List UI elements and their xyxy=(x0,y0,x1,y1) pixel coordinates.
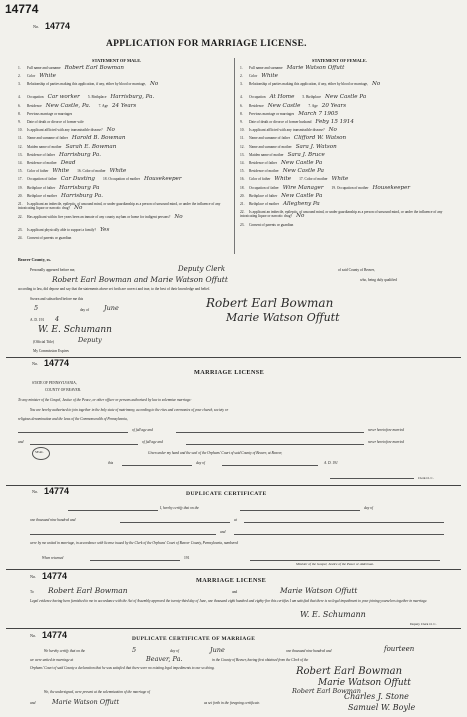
male-row-value: White xyxy=(39,73,56,80)
male-heading: STATEMENT OF MALE. xyxy=(92,58,142,63)
affidavit-names: Robert Earl Bowman and Marie Watson Offutt xyxy=(52,275,228,284)
license-day-of: day of xyxy=(196,461,205,465)
dup-marriage-l1b: day of xyxy=(170,649,179,653)
female-row-label: Occupation xyxy=(249,95,266,100)
female-row-label: Name and surname of mother xyxy=(249,144,292,149)
male-row-extra-label: 5. Birthplace xyxy=(87,95,107,100)
female-row-number: 15. xyxy=(240,169,245,174)
female-row xyxy=(240,194,456,198)
male-row xyxy=(18,236,230,240)
seal-label: SEAL xyxy=(35,450,44,454)
female-row-value: Marie Watson Offutt xyxy=(286,65,345,71)
affidavit-qualified: who, being duly qualified xyxy=(360,278,397,282)
male-row-value: Robert Earl Bowman xyxy=(64,65,124,71)
male-row-number: 1. xyxy=(18,66,21,70)
male-row-label: Is applicant afflicted with any transmissible disease? xyxy=(27,128,103,133)
male-row xyxy=(18,136,230,140)
female-row-extra-value: New Castle Pa xyxy=(324,94,367,101)
female-row-label: Birthplace of father xyxy=(249,193,278,198)
female-row-label: Date of death or divorce of former husband xyxy=(249,120,312,124)
sworn-day-of: day of xyxy=(80,308,90,312)
groom-signature: Robert Earl Bowman xyxy=(206,296,334,310)
female-row-number: 2. xyxy=(240,74,243,79)
female-row xyxy=(240,145,456,149)
fill-line xyxy=(234,534,444,535)
male-row-label: Full name and surname xyxy=(27,66,61,70)
male-row-number: 10. xyxy=(18,128,23,133)
license-this: this xyxy=(108,461,114,465)
female-row-value: No xyxy=(372,81,381,88)
dup-marriage-l3: Orphans' Court of said County a declaration that he was satisfied that there were no existing legal impediments to our so doing. xyxy=(30,666,215,670)
female-row-value: Feby 15 1914 xyxy=(315,119,354,125)
male-row-label: Consent of parents or guardian xyxy=(27,236,72,241)
male-row-value: Dead xyxy=(60,160,76,166)
male-row-label: Birthplace of mother xyxy=(27,193,57,198)
female-row-value: Sara J. Watson xyxy=(295,143,337,150)
witness-1-signature: Charles J. Stone xyxy=(344,692,409,701)
fill-line xyxy=(68,510,158,511)
female-row-value: At Home xyxy=(269,94,295,101)
female-row xyxy=(240,74,456,78)
female-row-number: 23. xyxy=(240,223,245,228)
witness-line: We, the undersigned, were present at the solemnization of the marriage of xyxy=(44,690,150,694)
female-row-number: 22. xyxy=(240,210,245,215)
dup-marriage-l2b: in the County of Beaver, having first obtained from the Clerk of the xyxy=(212,658,309,662)
affidavit-county: Beaver County, ss. xyxy=(18,257,51,262)
female-row-extra-value: White xyxy=(331,176,349,183)
fill-line xyxy=(186,444,364,445)
male-row-label: Residence of mother xyxy=(27,161,57,165)
female-row-label: Relationship of parties making this application, if any, either by blood or marriage, xyxy=(249,82,369,87)
duplicate-number-label: No. xyxy=(32,489,39,494)
fill-line xyxy=(122,465,192,466)
sworn-label: Sworn and subscribed before me this xyxy=(30,297,84,301)
female-row-value: White xyxy=(261,73,278,80)
male-row-number: 6. xyxy=(18,103,21,108)
fill-line xyxy=(250,560,440,561)
male-row xyxy=(18,215,230,219)
license-number-label: No. xyxy=(32,361,39,366)
male-row-number: 20. xyxy=(18,193,23,198)
female-row-value: No xyxy=(328,127,337,134)
top-serial-number: 14774 xyxy=(5,2,39,16)
fill-line xyxy=(90,560,180,561)
female-row-number: 4. xyxy=(240,95,243,100)
affidavit-appeared: Personally appeared before me, xyxy=(30,268,76,272)
male-row-label: Birthplace of father xyxy=(27,185,56,190)
male-row-label: Color xyxy=(27,74,36,79)
male-row-value: Harrisburg Pa xyxy=(59,184,100,191)
male-row xyxy=(18,82,230,86)
male-row xyxy=(18,202,230,210)
male-row-number: 24. xyxy=(18,236,23,241)
never-married-2: never heretofore married xyxy=(368,440,405,444)
license-title: MARRIAGE LICENSE xyxy=(194,369,265,376)
female-row-number: 8. xyxy=(240,111,243,116)
male-row xyxy=(18,112,230,116)
male-row-extra-label: 16. Color of mother xyxy=(77,169,106,174)
dup-marriage-place: Beaver, Pa. xyxy=(146,655,183,663)
female-row-label: Color xyxy=(249,74,258,79)
female-row-value: March 7 1905 xyxy=(298,110,339,117)
duplicate-l4: were by me united in marriage, in accordance with license issued by the Clerk of the Orphans' Court of Beaver County, Pennsylvania, numbered xyxy=(30,541,239,545)
dup-marriage-l1c: one thousand nine hundred and xyxy=(286,649,332,653)
female-row xyxy=(240,82,456,86)
witness-end: as set forth in the foregoing certificate. xyxy=(204,701,261,705)
female-row-label: Name and surname of father xyxy=(249,136,290,141)
female-row-label: Full name and surname xyxy=(249,66,283,70)
female-row-value: Clifford W. Watson xyxy=(293,135,347,142)
female-row-value: No xyxy=(296,213,305,220)
sworn-month: June xyxy=(104,304,119,312)
male-row xyxy=(18,228,230,232)
dup-marriage-l2: we were united in marriage at xyxy=(30,658,74,662)
license-county: COUNTY OF BEAVER. xyxy=(45,388,82,392)
female-row-value: White xyxy=(274,176,292,183)
duplicate-l1b: day of xyxy=(364,506,373,510)
license2-to: To xyxy=(30,590,34,594)
male-row-number: 21. xyxy=(18,202,23,206)
duplicate-returned: When returned xyxy=(42,556,64,560)
dup-bride-signature: Marie Watson Offutt xyxy=(318,678,411,688)
license-and: and xyxy=(18,440,24,444)
female-row-extra-value: Housekeeper xyxy=(372,184,411,191)
affidavit-officer: Deputy Clerk xyxy=(178,265,226,273)
witness-groom: Robert Earl Bowman xyxy=(292,687,361,695)
duplicate-title: DUPLICATE CERTIFICATE xyxy=(186,491,267,497)
male-row-extra-value: 24 Years xyxy=(111,102,137,109)
male-row-number: 14. xyxy=(18,161,23,165)
male-row-value: Sarah E. Bowman xyxy=(65,143,117,150)
male-row-value: No xyxy=(74,205,83,212)
male-row xyxy=(18,169,230,173)
fill-line xyxy=(222,465,318,466)
application-title: APPLICATION FOR MARRIAGE LICENSE. xyxy=(106,39,307,49)
male-row xyxy=(18,128,230,132)
female-row-number: 13. xyxy=(240,152,245,157)
female-row-number: 12. xyxy=(240,144,245,149)
female-row xyxy=(240,120,456,124)
male-row-number: 8. xyxy=(18,111,21,116)
female-row xyxy=(240,66,456,70)
license2-number-label: No. xyxy=(30,574,37,579)
female-row-extra-label: 7. Age xyxy=(308,103,318,108)
never-married-1: never heretofore married xyxy=(368,428,405,432)
license-given: Given under my hand and the seal of the Orphans' Court of said County of Beaver, at Beaver, xyxy=(148,451,283,455)
male-row-number: 2. xyxy=(18,74,21,79)
female-row-number: 14. xyxy=(240,161,245,165)
fill-line xyxy=(240,510,360,511)
fill-line xyxy=(244,522,444,523)
male-row-value: Harrisburg Pa. xyxy=(58,151,102,158)
female-heading: STATEMENT OF FEMALE. xyxy=(312,58,367,63)
female-row-label: Residence of father xyxy=(249,161,277,165)
divider xyxy=(6,569,461,570)
column-divider xyxy=(234,58,235,254)
male-row-extra-label: 18. Occupation of mother xyxy=(103,177,140,182)
female-row xyxy=(240,186,456,190)
dup-groom-signature: Robert Earl Bowman xyxy=(296,666,403,677)
female-row-number: 16. xyxy=(240,177,245,182)
duplicate-l1: I, hereby certify that on the xyxy=(160,506,199,510)
female-row-value: Allegheny Pa xyxy=(282,201,320,207)
female-row xyxy=(240,153,456,157)
duplicate-returned-year: 191 xyxy=(184,556,190,560)
fill-line xyxy=(330,478,414,479)
female-row-value: Sara J. Bruce xyxy=(287,151,325,158)
affidavit-county-of: of said County of Beaver, xyxy=(338,268,375,272)
commission-expires: My Commission Expires xyxy=(33,349,69,353)
female-row-label: Is applicant afflicted with any transmissible disease? xyxy=(249,128,325,133)
male-row-label: Maiden name of mother xyxy=(27,144,62,149)
female-row-label: Residence xyxy=(249,103,264,108)
dup-marriage-number-label: No. xyxy=(30,633,37,638)
female-row xyxy=(240,210,456,218)
female-row-number: 11. xyxy=(240,136,245,141)
sworn-year: 4 xyxy=(55,315,60,323)
female-row-label: Maiden name of mother xyxy=(249,152,284,157)
male-row-label: Relationship of parties making this application, if any, either by blood or marriage, xyxy=(27,82,147,87)
official-title: Deputy xyxy=(78,336,102,344)
male-row-extra-value: Housekeeper xyxy=(143,176,182,183)
witness-bride: Marie Watson Offutt xyxy=(52,698,120,706)
male-row-label: Previous marriage or marriages xyxy=(27,111,73,116)
female-row-number: 9. xyxy=(240,120,243,124)
witness-and: and xyxy=(30,701,36,705)
license-line1: To any minister of the Gospel, Justice of the Peace, or other officer or persons authorized by law to solemnize marriage: xyxy=(18,398,192,402)
male-row xyxy=(18,177,230,181)
female-row-label: Color of father xyxy=(249,177,271,182)
fill-line xyxy=(30,534,216,535)
female-row-extra-value: 20 Years xyxy=(321,102,347,109)
female-row-label: Previous marriage or marriages xyxy=(249,111,295,116)
license2-clerk-signature: W. E. Schumann xyxy=(300,610,366,619)
license2-and: and xyxy=(232,590,238,594)
male-row xyxy=(18,74,230,78)
male-row-extra-value: White xyxy=(109,168,127,175)
male-row-label: Date of death or divorce of former wife xyxy=(27,120,84,124)
dup-marriage-day: 5 xyxy=(132,646,137,654)
male-row-label: Name and surname of father xyxy=(27,136,68,141)
male-row-number: 11. xyxy=(18,136,23,141)
male-row xyxy=(18,66,230,70)
male-row xyxy=(18,145,230,149)
license2-number: 14774 xyxy=(42,571,68,581)
female-row-value: Wire Manager xyxy=(282,184,324,191)
male-row-number: 4. xyxy=(18,95,21,100)
male-row-value: No xyxy=(150,81,159,88)
male-row xyxy=(18,104,230,108)
license-line3: religious denomination and the laws of the Commonwealth of Pennsylvania, xyxy=(18,417,128,421)
female-row-number: 6. xyxy=(240,103,243,108)
male-row-number: 22. xyxy=(18,215,23,219)
divider xyxy=(6,357,461,358)
female-row-label: Occupation of father xyxy=(249,185,279,190)
fill-line xyxy=(120,522,230,523)
male-row-label: Occupation xyxy=(27,95,44,100)
male-row-value: Car Dusting xyxy=(60,176,95,183)
male-row-number: 23. xyxy=(18,228,23,232)
male-row-number: 3. xyxy=(18,82,21,87)
male-row-extra-value: Harrisburg, Pa. xyxy=(110,94,155,101)
female-row-value: New Castle xyxy=(267,102,301,109)
male-row-number: 13. xyxy=(18,152,23,157)
male-row-extra-label: 7. Age xyxy=(98,103,108,108)
male-row-label: Is applicant an imbecile, epileptic, of unsound mind, or under guardianship as a person of unsound mind, or under the influence of any intoxicating liquor or narcotic drug? xyxy=(18,202,221,211)
male-row-value: Car worker xyxy=(47,94,80,101)
license-clerk: Clerk O. C. xyxy=(418,476,434,480)
male-row-value: Harrisburg Pa. xyxy=(60,192,104,199)
duplicate-and: and xyxy=(220,530,226,534)
divider xyxy=(6,628,461,629)
application-number: 14774 xyxy=(45,21,71,31)
female-row-extra-label: 17. Color of mother xyxy=(299,177,328,182)
female-row-number: 3. xyxy=(240,82,243,87)
female-row-extra-label: 5. Birthplace xyxy=(302,95,321,100)
male-row-label: Is applicant physically able to support a family? xyxy=(27,228,96,232)
male-row-number: 12. xyxy=(18,144,23,149)
dup-marriage-l1: We hereby certify that on the xyxy=(44,649,86,653)
license2-legal: Legal evidence having been furnished to me in accordance with the Act of Assembly approved the twenty-third day of June, one thousand eight hundred and eighty-five this certifies I am satisfied that there is no legal impediment to your joining yourselves together in marriage. xyxy=(30,599,428,603)
female-row-number: 10. xyxy=(240,128,245,133)
male-row-number: 15. xyxy=(18,169,23,174)
license2-title: MARRIAGE LICENSE xyxy=(196,577,267,584)
duplicate-l2: one thousand nine hundred and xyxy=(30,518,76,522)
male-row-value: New Castle, Pa. xyxy=(45,102,91,109)
female-row xyxy=(240,128,456,132)
official-signature: W. E. Schumann xyxy=(38,325,112,335)
sworn-day: 5 xyxy=(34,304,39,312)
male-row xyxy=(18,95,230,99)
fill-line xyxy=(176,432,364,433)
male-row-value: No xyxy=(106,127,115,134)
male-row xyxy=(18,120,230,124)
application-number-label: No. xyxy=(33,24,40,29)
male-row-value: Yes xyxy=(99,227,110,233)
female-row-label: Consent of parents or guardian xyxy=(249,223,294,228)
divider xyxy=(6,485,461,486)
fill-line xyxy=(30,444,138,445)
affidavit-statement: according to law, did depose and say that the statements above set forth are correct and true, to the best of their knowledge and belief. xyxy=(18,287,211,291)
license-number: 14774 xyxy=(44,358,70,368)
female-row-value: New Castle Pa xyxy=(282,168,324,175)
female-row xyxy=(240,136,456,140)
dup-marriage-number: 14774 xyxy=(42,630,68,640)
sworn-year-prefix: A. D. 191 xyxy=(30,318,45,322)
bride-signature: Marie Watson Offutt xyxy=(226,311,340,324)
license2-bride: Marie Watson Offutt xyxy=(280,586,358,595)
male-row-number: 19. xyxy=(18,185,23,190)
female-row xyxy=(240,177,456,181)
license-state: STATE OF PENNSYLVANIA, xyxy=(32,381,77,385)
male-row xyxy=(18,153,230,157)
male-row xyxy=(18,194,230,198)
male-row-label: Residence xyxy=(27,103,42,108)
female-row-number: 1. xyxy=(240,66,243,70)
female-row xyxy=(240,223,456,227)
female-row-value: New Castle Pa xyxy=(281,192,323,199)
male-row xyxy=(18,161,230,165)
fill-line xyxy=(18,432,128,433)
male-row-number: 17. xyxy=(18,177,23,182)
female-row-label: Birthplace of mother xyxy=(249,202,279,206)
male-row-label: Color of father xyxy=(27,169,49,174)
duplicate-l2b: at xyxy=(234,518,237,522)
female-row-label: Is applicant an imbecile, epileptic, of unsound mind, or under guardianship as a person of unsound mind, or under the influence of any intoxicating liquor or narcotic drug? xyxy=(240,210,443,219)
female-row-extra-label: 19. Occupation of mother xyxy=(331,185,369,190)
male-row-label: Residence of father xyxy=(27,152,55,157)
license2-clerk: Deputy Clerk O. C. xyxy=(410,622,437,626)
witness-2-signature: Samuel W. Boyle xyxy=(348,703,416,712)
male-row xyxy=(18,186,230,190)
full-age-1: of full age and xyxy=(132,428,153,432)
license2-groom: Robert Earl Bowman xyxy=(48,586,128,595)
male-row-label: Occupation of father xyxy=(27,177,57,182)
dup-marriage-year: fourteen xyxy=(384,645,415,653)
female-row xyxy=(240,104,456,108)
official-title-label: (Official Title) xyxy=(33,340,54,344)
female-row xyxy=(240,161,456,165)
female-row-value: New Castle Pa xyxy=(280,160,323,166)
female-row-number: 21. xyxy=(240,202,245,206)
female-row-number: 20. xyxy=(240,193,245,198)
male-row-label: Has applicant within five years been an inmate of any county asylum or home for indigent persons? xyxy=(27,215,171,219)
female-row xyxy=(240,169,456,173)
dup-marriage-month: June xyxy=(210,646,225,654)
female-row xyxy=(240,112,456,116)
male-row-value: Harold B. Bowman xyxy=(71,135,126,142)
female-row xyxy=(240,95,456,99)
dup-marriage-title: DUPLICATE CERTIFICATE OF MARRIAGE xyxy=(132,636,256,642)
male-row-value: No xyxy=(174,214,183,220)
male-row-value: White xyxy=(52,168,70,175)
license-line2: You are hereby authorized to join together in the holy state of matrimony, according to the rites and ceremonies of your church, society or xyxy=(30,408,229,412)
officiant-title: Minister of the Gospel, Justice of the Peace or Alderman. xyxy=(296,562,374,566)
male-row-number: 9. xyxy=(18,120,21,124)
female-row xyxy=(240,202,456,206)
female-row-number: 18. xyxy=(240,185,245,190)
full-age-2: of full age and xyxy=(142,440,163,444)
female-row-label: Residence of mother xyxy=(249,169,279,174)
duplicate-number: 14774 xyxy=(44,486,70,496)
license-ad: A. D. 191 xyxy=(324,461,338,465)
